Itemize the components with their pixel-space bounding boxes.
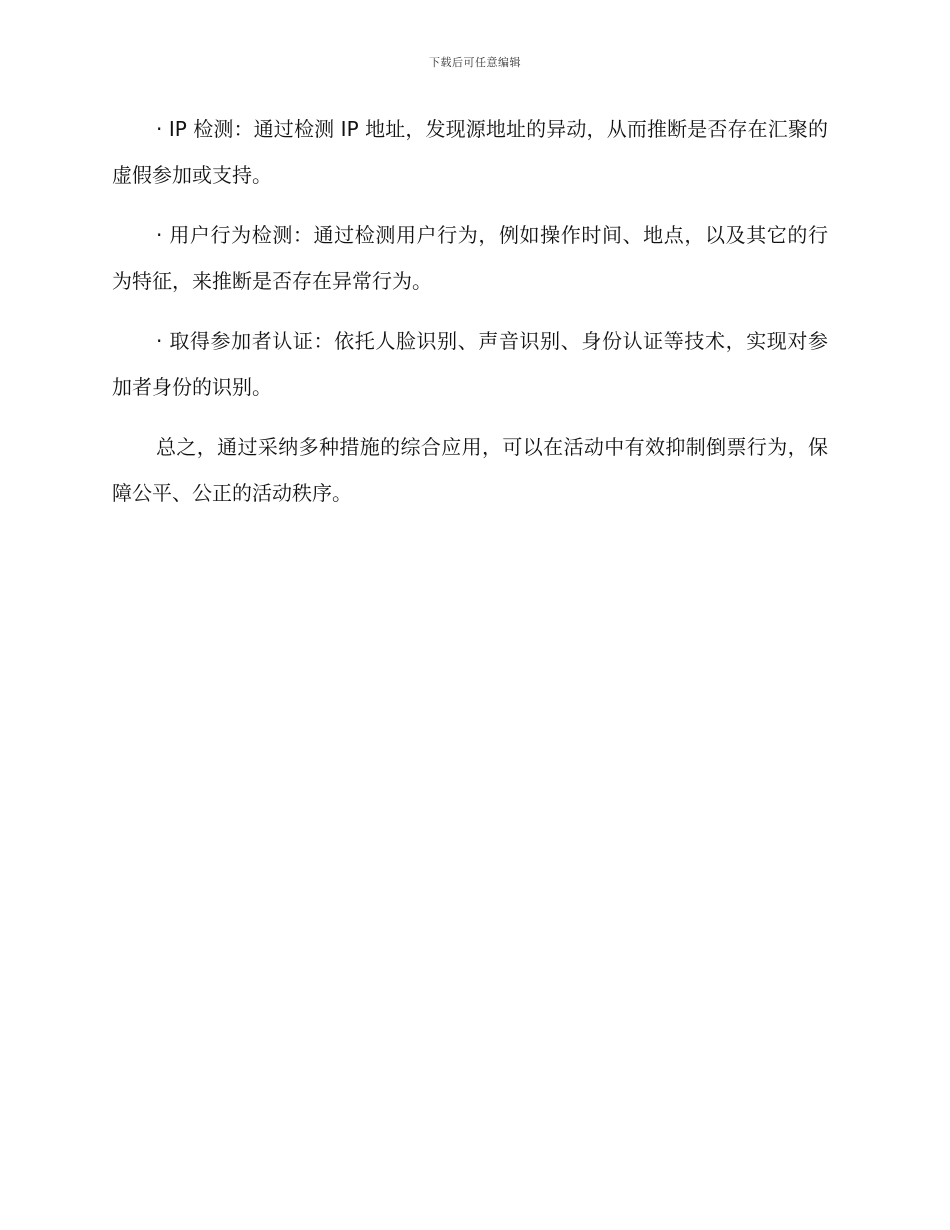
paragraph-conclusion: 总之，通过采纳多种措施的综合应用，可以在活动中有效抑制倒票行为，保障公平、公正的活动秩序。 (112, 435, 828, 505)
paragraph-participant-authentication: · 取得参加者认证：依托人脸识别、声音识别、身份认证等技术，实现对参加者身份的识别。 (112, 329, 828, 399)
document-body (112, 106, 828, 530)
paragraph-user-behavior-detection: · 用户行为检测：通过检测用户行为，例如操作时间、地点，以及其它的行为特征，来推断是否存在异常行为。 (112, 223, 828, 293)
paragraph-ip-detection: · IP 检测：通过检测 IP 地址，发现源地址的异动，从而推断是否存在汇聚的虚假参加或支持。 (112, 117, 828, 187)
page-header: 下载后可任意编辑 (429, 56, 521, 69)
